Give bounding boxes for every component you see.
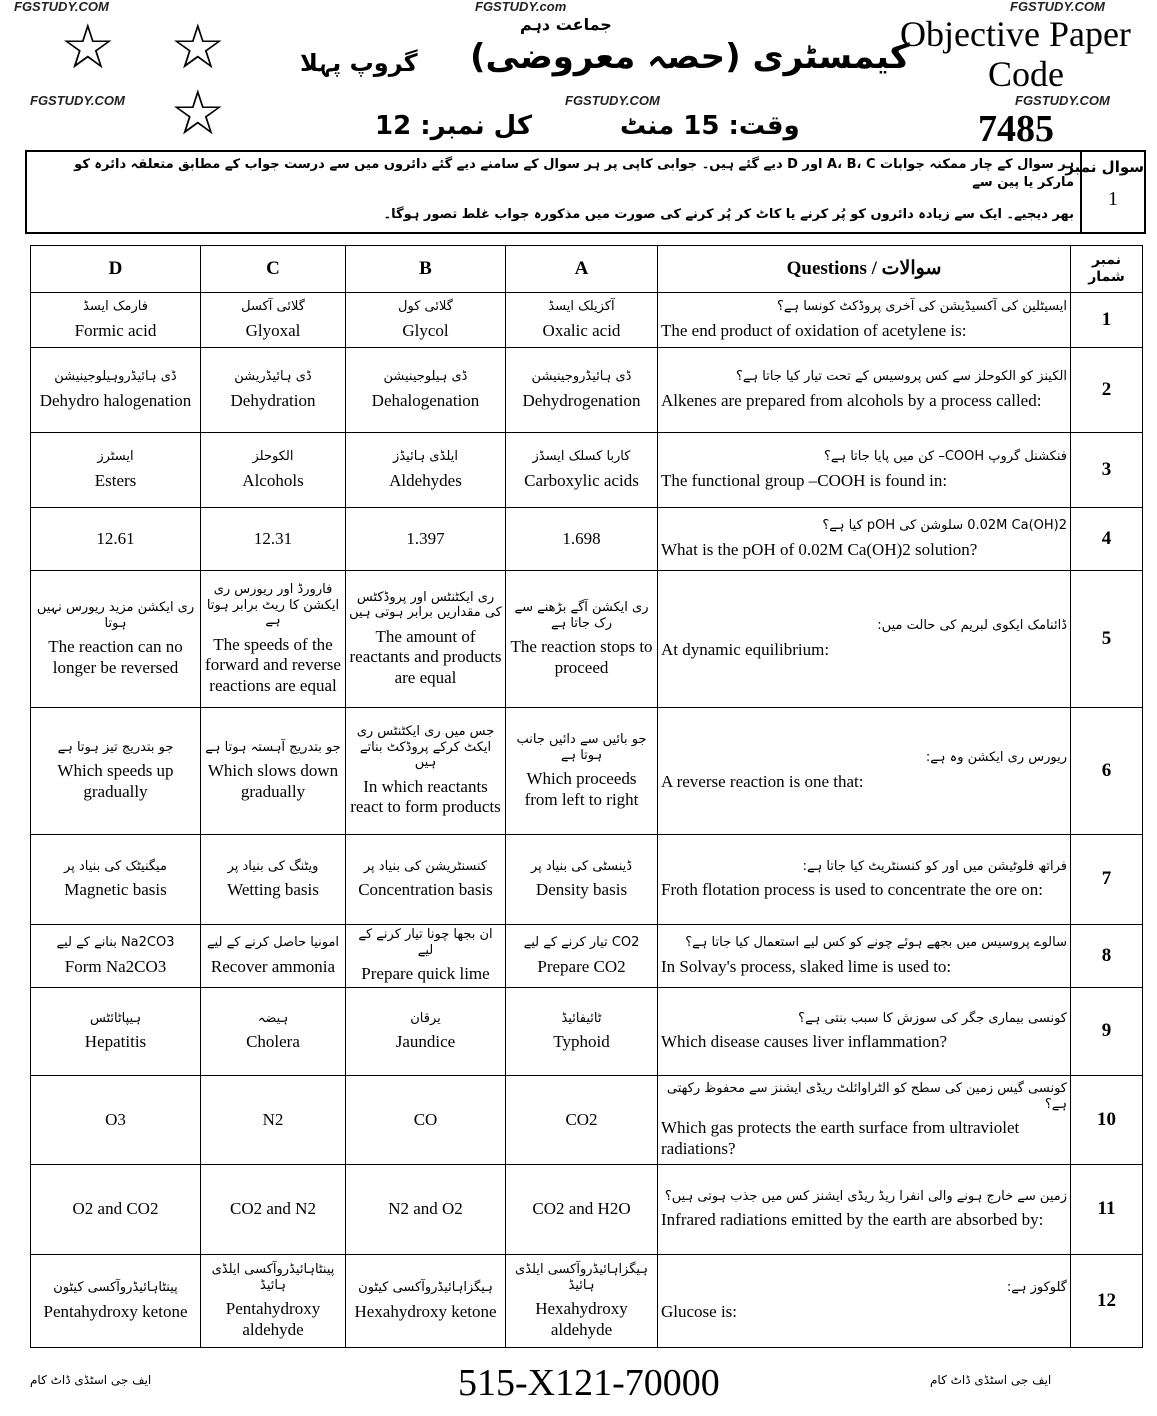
option-b-english: Dehalogenation (371, 390, 480, 410)
option-a (506, 835, 658, 925)
serial-no: 2 (1071, 348, 1143, 433)
option-d-english: Which speeds up gradually (57, 761, 174, 801)
option-a-urdu: آکزیلک ایسڈ (548, 299, 615, 314)
question-urdu: فنکشنل گروپ COOH– کن میں پایا جاتا ہے؟ (823, 449, 1067, 464)
question (658, 835, 1071, 925)
question-row (31, 988, 1143, 1076)
option-d-urdu: ایسٹرز (97, 449, 134, 464)
header-option-d: D (31, 246, 201, 293)
question-urdu: 0.02M Ca(OH)2 سلوشن کی pOH کیا ہے؟ (822, 518, 1067, 533)
question-row (31, 1076, 1143, 1165)
question-row (31, 348, 1143, 433)
option-d-english: Pentahydroxy ketone (43, 1301, 188, 1321)
option-d-english: O3 (105, 1109, 126, 1129)
option-c (201, 571, 346, 708)
option-b (346, 508, 506, 571)
option-c (201, 1165, 346, 1255)
option-d-english: Formic acid (74, 320, 157, 340)
option-b (346, 571, 506, 708)
option-b-english: Hexahydroxy ketone (354, 1301, 497, 1321)
option-a (506, 988, 658, 1076)
question-row (31, 1165, 1143, 1255)
question-no-label: سوال نمبر (1065, 158, 1144, 176)
option-c (201, 433, 346, 508)
option-d (31, 293, 201, 348)
question (658, 925, 1071, 988)
question-row (31, 1255, 1143, 1348)
star-icon: ☆ (60, 10, 116, 83)
watermark: FGSTUDY.COM (1010, 0, 1105, 14)
question-row (31, 508, 1143, 571)
option-d (31, 835, 201, 925)
header-option-a: A (506, 246, 658, 293)
header-option-b: B (346, 246, 506, 293)
question-urdu: کونسی گیس زمین کی سطح کو الٹراوائلٹ ریڈی ایشنز سے محفوظ رکھتی ہے؟ (666, 1081, 1067, 1112)
question-english: Infrared radiations emitted by the earth are absorbed by: (661, 1210, 1044, 1230)
option-a-urdu: جو بائیں سے دائیں جانب ہوتا ہے (516, 732, 647, 763)
question-english: The functional group –COOH is found in: (661, 470, 948, 490)
option-b (346, 348, 506, 433)
option-d-urdu: فارمک ایسڈ (83, 299, 148, 314)
watermark: ایف جی اسٹڈی ڈاٹ کام (930, 1373, 1052, 1387)
option-b-urdu: کنسنٹریشن کی بنیاد پر (363, 858, 488, 874)
option-b-english: In which reactants react to form products (350, 777, 501, 817)
question (658, 988, 1071, 1076)
option-c-urdu: فارورڈ اور ریورس ری ایکشن کا ریٹ برابر ہوتا ہے (206, 582, 340, 629)
option-d-english: The reaction can no longer be reversed (48, 637, 183, 677)
option-d-english: Magnetic basis (64, 880, 167, 900)
watermark: ایف جی اسٹڈی ڈاٹ کام (30, 1373, 152, 1387)
question-urdu: گلوکوز ہے: (1006, 1280, 1067, 1295)
option-a-urdu: ڈینسٹی کی بنیاد پر (530, 858, 633, 874)
question-english: Alkenes are prepared from alcohols by a process called: (661, 390, 1042, 410)
serial-no: 7 (1071, 835, 1143, 925)
star-icon: ☆ (170, 76, 226, 149)
question-urdu: الکینز کو الکوحلز سے کس پروسیس کے تحت تیار کیا جاتا ہے؟ (736, 369, 1067, 384)
option-d (31, 925, 201, 988)
option-a-urdu: ہیگزاہائیڈروآکسی ایلڈی ہائیڈ (515, 1262, 648, 1293)
question-urdu: ریورس ری ایکشن وہ ہے: (925, 750, 1067, 765)
question (658, 1255, 1071, 1348)
question-english: The end product of oxidation of acetylene is: (661, 320, 967, 340)
option-c (201, 988, 346, 1076)
paper-code: 7485 (978, 108, 1054, 150)
option-b-urdu: ہیگزاہائیڈروآکسی کیٹون (358, 1280, 493, 1295)
option-c-urdu: ڈی ہائیڈریشن (234, 369, 312, 384)
option-c (201, 293, 346, 348)
option-d (31, 988, 201, 1076)
option-c-urdu: ویٹنگ کی بنیاد پر (227, 858, 319, 874)
option-c-english: Pentahydroxy aldehyde (225, 1299, 321, 1339)
option-c-urdu: الکوحلز (252, 449, 294, 464)
option-b (346, 835, 506, 925)
option-d (31, 571, 201, 708)
option-d-english: Esters (94, 470, 137, 490)
time-label: وقت: 15 منٹ (620, 111, 800, 141)
question (658, 1076, 1071, 1165)
option-b (346, 708, 506, 835)
question-urdu: ڈائنامک ایکوی لبریم کی حالت میں: (877, 618, 1067, 633)
option-a-english: The reaction stops to proceed (510, 637, 653, 677)
option-d (31, 508, 201, 571)
star-icon: ☆ (170, 10, 226, 83)
option-b (346, 925, 506, 988)
option-d (31, 1076, 201, 1165)
option-c (201, 708, 346, 835)
question-row (31, 835, 1143, 925)
option-c (201, 925, 346, 988)
option-d-urdu: ری ایکشن مزید ریورس نہیں ہوتا (36, 600, 195, 631)
option-c-urdu: پینٹاہائیڈروآکسی ایلڈی ہائیڈ (211, 1262, 335, 1293)
option-b (346, 1255, 506, 1348)
question-row (31, 925, 1143, 988)
option-c-urdu: گلائی آکسل (241, 299, 305, 314)
option-a-urdu: ری ایکشن آگے بڑھنے سے رک جاتا ہے (514, 600, 649, 631)
option-c-english: The speeds of the forward and reverse reactions are equal (205, 634, 341, 695)
option-d-urdu: ڈی ہائیڈروہیلوجینیشن (54, 369, 177, 384)
option-a-english: Prepare CO2 (537, 956, 626, 976)
question-english: Which disease causes liver inflammation? (661, 1032, 948, 1052)
option-a-english: Hexahydroxy aldehyde (535, 1299, 628, 1339)
header-serial-no: نمبر شمار (1071, 246, 1143, 293)
question-no: 1 (1108, 188, 1118, 210)
serial-no: 6 (1071, 708, 1143, 835)
option-a (506, 1255, 658, 1348)
option-c-english: Recover ammonia (210, 956, 336, 976)
option-a-urdu: CO2 تیار کرنے کے لیے (523, 935, 640, 950)
serial-no: 3 (1071, 433, 1143, 508)
serial-no: 5 (1071, 571, 1143, 708)
option-d (31, 433, 201, 508)
option-d (31, 708, 201, 835)
option-a-urdu: ٹائیفائیڈ (561, 1010, 602, 1026)
option-a (506, 1165, 658, 1255)
option-a (506, 433, 658, 508)
watermark: FGSTUDY.COM (14, 0, 109, 14)
option-d (31, 348, 201, 433)
instruction-line-2: بھر دیجیے۔ ایک سے زیادہ دائروں کو پُر کرنے یا کاٹ کر پُر کرنے کی صورت میں مذکورہ جواب غلط تصور ہوگا۔ (383, 207, 1074, 222)
question-row (31, 433, 1143, 508)
option-d-urdu: میگنیٹک کی بنیاد پر (64, 858, 167, 874)
option-b-english: Concentration basis (358, 880, 493, 900)
serial-no: 12 (1071, 1255, 1143, 1348)
option-c (201, 508, 346, 571)
option-b (346, 988, 506, 1076)
watermark: FGSTUDY.COM (1015, 93, 1110, 108)
option-a (506, 293, 658, 348)
option-a-english: Typhoid (553, 1032, 610, 1052)
question-urdu: کونسی بیماری جگر کی سوزش کا سبب بنتی ہے؟ (798, 1010, 1067, 1026)
option-a (506, 348, 658, 433)
option-a-english: Dehydrogenation (522, 390, 641, 410)
option-b (346, 1076, 506, 1165)
option-d-urdu: Na2CO3 بنانے کے لیے (56, 935, 175, 950)
instruction-line-1: ہر سوال کے چار ممکنہ جوابات A، B، C اور D دیے گئے ہیں۔ جوابی کاپی پر ہر سوال کے سامنے دیے گئے دائروں میں سے درست جواب کے مطابق متعلقہ دائرہ کو مارکر یا پین سے (74, 157, 1074, 190)
option-a-english: CO2 (565, 1109, 598, 1129)
option-a (506, 571, 658, 708)
question-english: A reverse reaction is one that: (661, 771, 864, 791)
option-c-english: CO2 and N2 (230, 1199, 316, 1219)
option-c (201, 835, 346, 925)
question-english: In Solvay's process, slaked lime is used to: (661, 956, 952, 976)
watermark: FGSTUDY.COM (30, 93, 125, 108)
option-b-urdu: ایلڈی ہائیڈز (393, 449, 458, 464)
subject-title: کیمسٹری (حصہ معروضی) (470, 37, 910, 77)
header-questions: Questions / سوالات (658, 246, 1071, 293)
serial-no: 11 (1071, 1165, 1143, 1255)
question-row (31, 571, 1143, 708)
question (658, 1165, 1071, 1255)
serial-no: 9 (1071, 988, 1143, 1076)
option-b-english: The amount of reactants and products are equal (349, 627, 502, 687)
question-urdu: زمین سے خارج ہونے والی انفرا ریڈ ریڈی ایشنز کس میں جذب ہوتی ہیں؟ (664, 1188, 1067, 1204)
option-d-english: Form Na2CO3 (64, 956, 167, 976)
option-b-urdu: ڈی ہیلوجینیشن (383, 369, 468, 384)
class-label: جماعت دہم (520, 15, 612, 34)
option-d (31, 1255, 201, 1348)
option-b-urdu: ان بجھا چونا تیار کرنے کے لیے (358, 927, 493, 958)
option-c (201, 1255, 346, 1348)
option-c-urdu: امونیا حاصل کرنے کے لیے (206, 935, 340, 950)
instructions-box (25, 150, 1146, 234)
option-d (31, 1165, 201, 1255)
watermark: FGSTUDY.COM (565, 93, 660, 108)
question (658, 508, 1071, 571)
question-row (31, 293, 1143, 348)
option-d-urdu: پینٹاہائیڈروآکسی کیٹون (53, 1280, 178, 1295)
header-option-c: C (201, 246, 346, 293)
option-a-english: Oxalic acid (542, 320, 621, 340)
option-b (346, 433, 506, 508)
option-a-english: CO2 and H2O (532, 1199, 631, 1219)
option-b-urdu: گلائی کول (398, 299, 453, 314)
option-c (201, 1076, 346, 1165)
mcq-table (30, 245, 1143, 1348)
option-b (346, 293, 506, 348)
question (658, 708, 1071, 835)
paper-id: 515-X121-70000 (458, 1362, 720, 1404)
option-d-english: Dehydro halogenation (39, 390, 192, 410)
option-c (201, 348, 346, 433)
option-d-urdu: ہیپاٹائٹس (89, 1010, 142, 1026)
option-b-english: Glycol (402, 320, 449, 340)
paper-title: Objective Paper (900, 14, 1131, 54)
serial-no: 4 (1071, 508, 1143, 571)
option-c-english: Dehydration (230, 390, 316, 410)
option-b-english: Prepare quick lime (361, 964, 490, 984)
option-c-english: Alcohols (242, 470, 304, 490)
question-english: At dynamic equilibrium: (661, 639, 830, 659)
option-a (506, 1076, 658, 1165)
question-urdu: سالوے پروسیس میں بجھے ہوئے چونے کو کس لیے استعمال کیا جاتا ہے؟ (685, 935, 1067, 950)
option-a (506, 708, 658, 835)
watermark: FGSTUDY.com (475, 0, 567, 14)
question (658, 348, 1071, 433)
code-label: Code (988, 54, 1064, 94)
option-b-urdu: یرقان (410, 1010, 441, 1026)
option-a-english: 1.698 (562, 528, 601, 548)
option-a-english: Carboxylic acids (524, 470, 639, 490)
option-b-english: 1.397 (406, 528, 445, 548)
option-d-english: O2 and CO2 (72, 1199, 159, 1219)
option-b-english: Jaundice (395, 1032, 456, 1052)
question (658, 571, 1071, 708)
option-b-english: Aldehydes (389, 470, 462, 490)
question-row (31, 708, 1143, 835)
question-english: Which gas protects the earth surface from ultraviolet radiations? (661, 1118, 1020, 1158)
option-d-english: 12.61 (96, 528, 135, 548)
option-c-english: Which slows down gradually (207, 761, 339, 801)
question (658, 433, 1071, 508)
serial-no: 10 (1071, 1076, 1143, 1165)
option-c-english: 12.31 (253, 528, 293, 548)
serial-no: 8 (1071, 925, 1143, 988)
option-b (346, 1165, 506, 1255)
serial-no: 1 (1071, 293, 1143, 348)
option-d-urdu: جو بتدریج تیز ہوتا ہے (57, 739, 174, 755)
question-english: Glucose is: (661, 1301, 738, 1321)
question-urdu: فراتھ فلوٹیشن میں اور کو کنسنٹریٹ کیا جاتا ہے: (802, 858, 1067, 874)
option-c-english: Wetting basis (227, 880, 319, 900)
group-label: گروپ پہلا (300, 49, 418, 77)
option-c-english: Glyoxal (245, 320, 301, 340)
option-a (506, 925, 658, 988)
option-a-english: Which proceeds from left to right (524, 769, 639, 809)
option-c-urdu: جو بتدریج آہستہ ہوتا ہے (205, 739, 341, 755)
question (658, 293, 1071, 348)
question-english: Froth flotation process is used to concentrate the ore on: (661, 880, 1043, 900)
question-english: What is the pOH of 0.02M Ca(OH)2 solution? (661, 539, 978, 559)
option-c-english: N2 (262, 1109, 284, 1129)
option-a-urdu: کاربا کسلک ایسڈز (532, 449, 631, 464)
option-a (506, 508, 658, 571)
option-a-english: Density basis (535, 880, 628, 900)
option-b-urdu: ری ایکٹنٹس اور پروڈکٹس کی مقداریں برابر ہوتی ہیں (349, 589, 502, 621)
option-b-urdu: جس میں ری ایکٹنٹس ری ایکٹ کرکے پروڈکٹ بناتے ہیں (356, 724, 495, 771)
total-marks: کل نمبر: 12 (375, 111, 532, 141)
option-b-english: N2 and O2 (388, 1199, 463, 1219)
option-a-urdu: ڈی ہائیڈروجینیشن (531, 369, 632, 384)
option-c-urdu: ہیضہ (257, 1010, 289, 1026)
question-urdu: ایسیٹلین کی آکسیڈیشن کی آخری پروڈکٹ کونسا ہے؟ (776, 299, 1067, 314)
option-b-english: CO (413, 1109, 438, 1129)
option-d-english: Hepatitis (84, 1032, 147, 1052)
option-c-english: Cholera (246, 1032, 300, 1052)
